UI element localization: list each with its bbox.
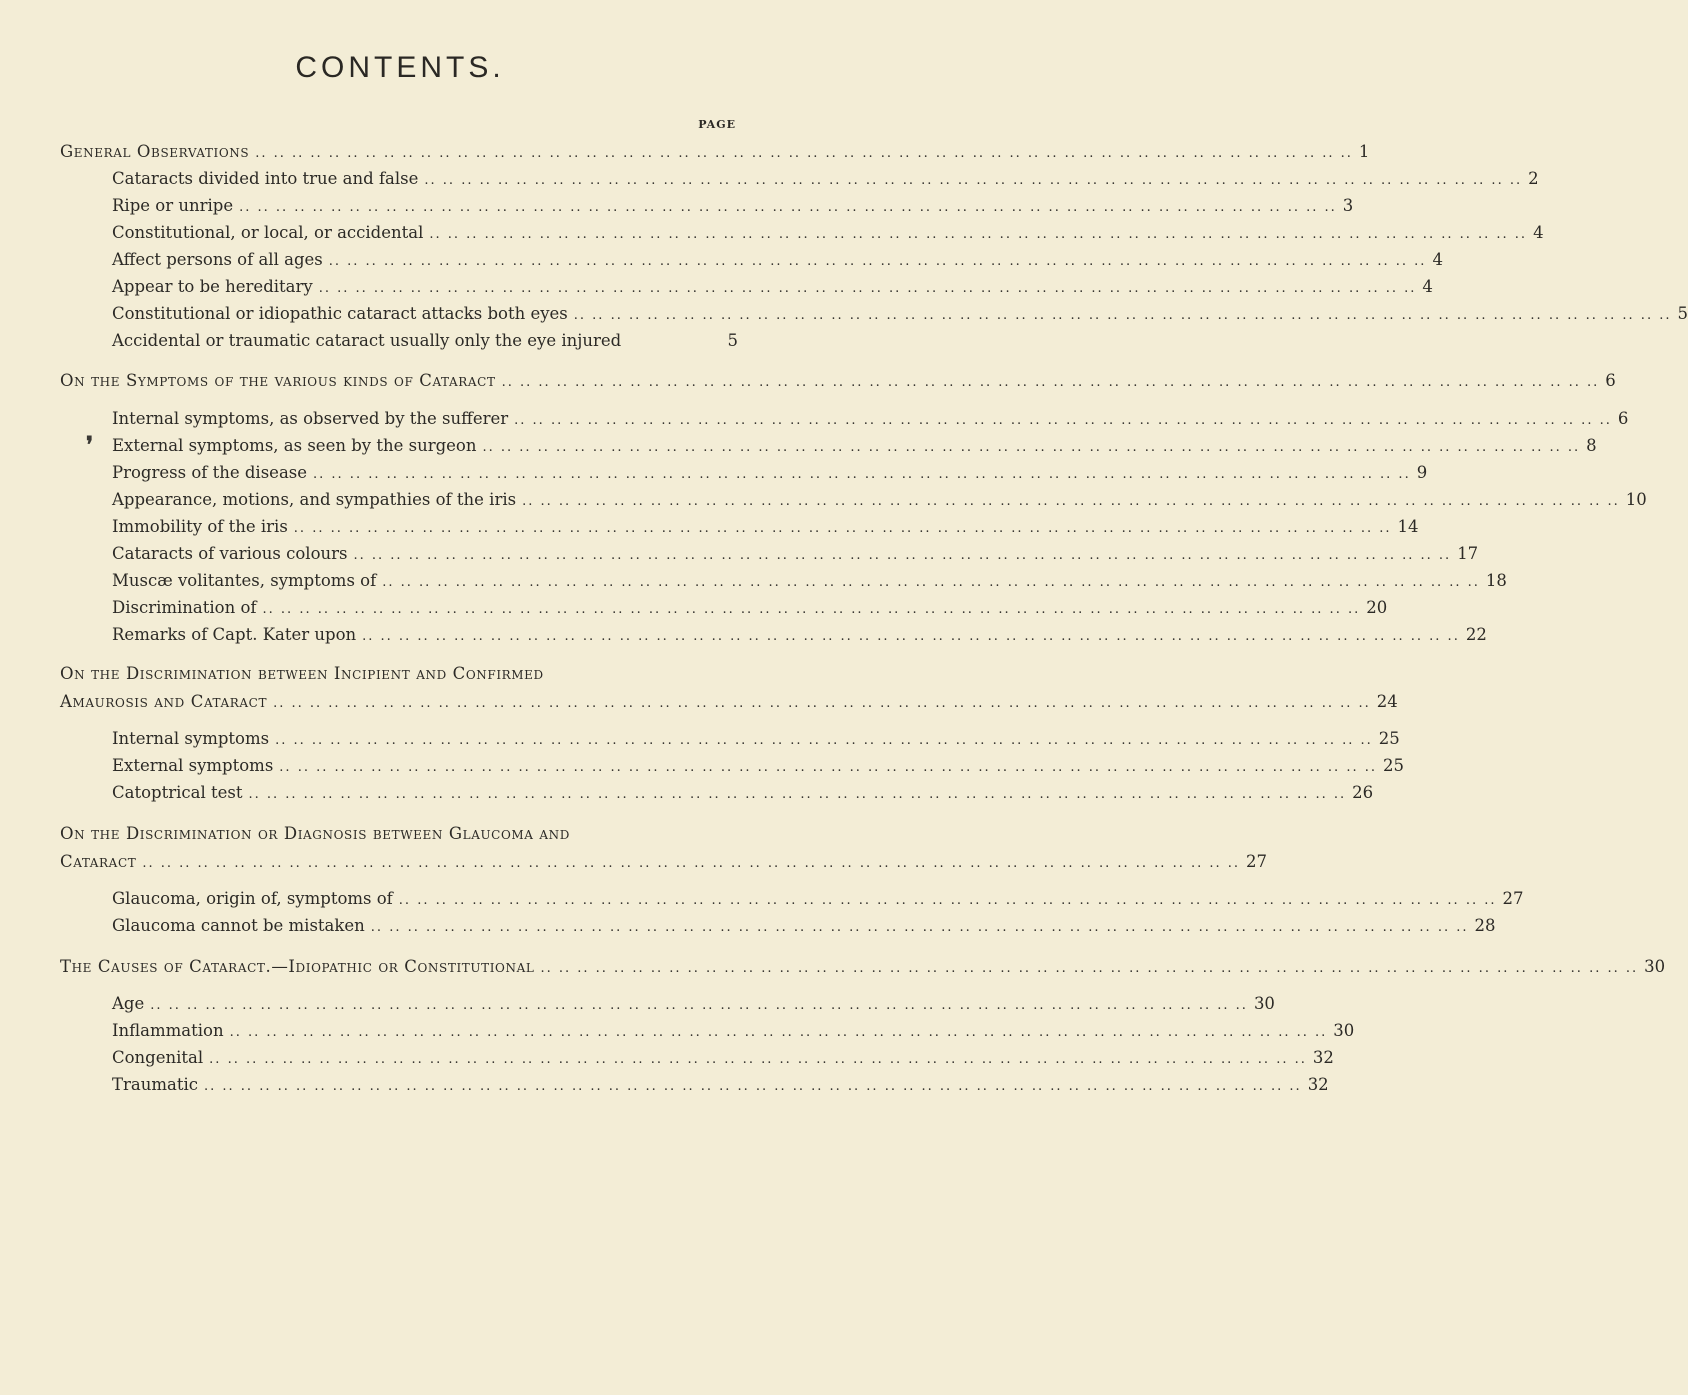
toc-entry	[112, 1048, 1334, 1072]
entry-text: Progress of the disease	[112, 463, 308, 482]
page-number: 27	[1502, 889, 1524, 908]
entry-text: Cataracts of various colours	[112, 544, 348, 563]
dot-leader: .. .. .. .. .. .. .. .. .. .. .. .. .. .. .. .. .. .. .. .. .. .. .. .. .. .. .. .. .. .. .. .. .. .. .. .. .. .. .. .. .. .. .. .. .. .. .. .. .. .. .. .. .. .. .. .. .. .. .. ..	[429, 227, 1528, 242]
page-number: 1	[1358, 142, 1370, 161]
page-number: 6	[1617, 409, 1629, 428]
toc-entry	[112, 196, 1354, 220]
toc-entry	[112, 729, 1400, 753]
entry-text: The Causes of Cataract.—Idiopathic or Constitutional	[60, 957, 535, 976]
dot-leader: .. .. .. .. .. .. .. .. .. .. .. .. .. .. .. .. .. .. .. .. .. .. .. .. .. .. .. .. .. .. .. .. .. .. .. .. .. .. .. .. .. .. .. .. .. .. .. .. .. .. .. .. .. .. .. .. .. .. .. ..	[353, 548, 1452, 563]
toc-entry	[112, 277, 1433, 301]
entry-text: Muscæ volitantes, symptoms of	[112, 571, 377, 590]
entry-text: Ripe or unripe	[112, 196, 234, 215]
toc-entry	[112, 304, 1688, 328]
entry-text: Inflammation	[112, 1021, 224, 1040]
page-number: 3	[1342, 196, 1354, 215]
page-number: 14	[1397, 517, 1419, 536]
page-number: 4	[1533, 223, 1544, 242]
entry-text: On the Discrimination or Diagnosis between Glaucoma and	[60, 824, 570, 843]
page-number: 32	[1307, 1075, 1329, 1094]
toc-entry	[112, 463, 1428, 487]
entry-text: Cataracts divided into true and false	[112, 169, 419, 188]
page-number: 20	[1366, 598, 1388, 617]
dot-leader: .. .. .. .. .. .. .. .. .. .. .. .. .. .. .. .. .. .. .. .. .. .. .. .. .. .. .. .. .. .. .. .. .. .. .. .. .. .. .. .. .. .. .. .. .. .. .. .. .. .. .. .. .. .. .. .. .. .. .. ..	[362, 629, 1460, 644]
entry-text: Internal symptoms	[112, 729, 270, 748]
toc-entry	[112, 916, 1496, 940]
toc-entry	[112, 625, 1487, 649]
toc-entry	[112, 517, 1419, 541]
page-number: 22	[1465, 625, 1487, 644]
toc-entry	[112, 994, 1275, 1018]
dot-leader: .. .. .. .. .. .. .. .. .. .. .. .. .. .. .. .. .. .. .. .. .. .. .. .. .. .. .. .. .. .. .. .. .. .. .. .. .. .. .. .. .. .. .. .. .. .. .. .. .. .. .. .. .. .. .. .. .. .. .. ..	[482, 440, 1581, 455]
toc-entry	[112, 598, 1388, 622]
section-heading	[60, 957, 1666, 981]
page-number: 5	[1677, 304, 1688, 323]
page-number: 6	[1605, 371, 1616, 390]
page-number: 26	[1352, 783, 1374, 802]
entry-text: Affect persons of all ages	[112, 250, 323, 269]
dot-leader: .. .. .. .. .. .. .. .. .. .. .. .. .. .. .. .. .. .. .. .. .. .. .. .. .. .. .. .. .. .. .. .. .. .. .. .. .. .. .. .. .. .. .. .. .. .. .. .. .. .. .. .. .. .. .. .. .. .. .. ..	[248, 787, 1347, 802]
ink-mark: ❜	[86, 432, 94, 458]
section-heading	[60, 142, 1370, 166]
entry-text: External symptoms, as seen by the surgeon	[112, 436, 477, 455]
dot-leader: .. .. .. .. .. .. .. .. .. .. .. .. .. .. .. .. .. .. .. .. .. .. .. .. .. .. .. .. .. .. .. .. .. .. .. .. .. .. .. .. .. .. .. .. .. .. .. .. .. .. .. .. .. .. .. .. .. .. .. ..	[313, 467, 1411, 482]
page-number: 25	[1378, 729, 1400, 748]
dot-leader: .. .. .. .. .. .. .. .. .. .. .. .. .. .. .. .. .. .. .. .. .. .. .. .. .. .. .. .. .. .. .. .. .. .. .. .. .. .. .. .. .. .. .. .. .. .. .. .. .. .. .. .. .. .. .. .. .. .. .. ..	[501, 375, 1600, 390]
entry-text: Remarks of Capt. Kater upon	[112, 625, 357, 644]
dot-leader: .. .. .. .. .. .. .. .. .. .. .. .. .. .. .. .. .. .. .. .. .. .. .. .. .. .. .. .. .. .. .. .. .. .. .. .. .. .. .. .. .. .. .. .. .. .. .. .. .. .. .. .. .. .. .. .. .. .. .. ..	[239, 200, 1337, 215]
toc-entry	[112, 544, 1479, 568]
page-number: 17	[1457, 544, 1479, 563]
entry-text: On the Symptoms of the various kinds of Cataract	[60, 371, 496, 390]
dot-leader: .. .. .. .. .. .. .. .. .. .. .. .. .. .. .. .. .. .. .. .. .. .. .. .. .. .. .. .. .. .. .. .. .. .. .. .. .. .. .. .. .. .. .. .. .. .. .. .. .. .. .. .. .. .. .. .. .. .. .. ..	[209, 1052, 1307, 1067]
dot-leader: .. .. .. .. .. .. .. .. .. .. .. .. .. .. .. .. .. .. .. .. .. .. .. .. .. .. .. .. .. .. .. .. .. .. .. .. .. .. .. .. .. .. .. .. .. .. .. .. .. .. .. .. .. .. .. .. .. .. .. ..	[318, 281, 1417, 296]
section-heading-line2	[60, 852, 1268, 876]
entry-text: Discrimination of	[112, 598, 257, 617]
entry-text: On the Discrimination between Incipient and Confirmed	[60, 664, 544, 683]
dot-leader: .. .. .. .. .. .. .. .. .. .. .. .. .. .. .. .. .. .. .. .. .. .. .. .. .. .. .. .. .. .. .. .. .. .. .. .. .. .. .. .. .. .. .. .. .. .. .. .. .. .. .. .. .. .. .. .. .. .. .. ..	[273, 696, 1371, 711]
entry-text: Appear to be hereditary	[112, 277, 313, 296]
entry-text: Glaucoma, origin of, symptoms of	[112, 889, 393, 908]
dot-leader: .. .. .. .. .. .. .. .. .. .. .. .. .. .. .. .. .. .. .. .. .. .. .. .. .. .. .. .. .. .. .. .. .. .. .. .. .. .. .. .. .. .. .. .. .. .. .. .. .. .. .. .. .. .. .. .. .. .. .. ..	[204, 1079, 1302, 1094]
dot-leader: .. .. .. .. .. .. .. .. .. .. .. .. .. .. .. .. .. .. .. .. .. .. .. .. .. .. .. .. .. .. .. .. .. .. .. .. .. .. .. .. .. .. .. .. .. .. .. .. .. .. .. .. .. .. .. .. .. .. .. ..	[279, 760, 1377, 775]
dot-leader: .. .. .. .. .. .. .. .. .. .. .. .. .. .. .. .. .. .. .. .. .. .. .. .. .. .. .. .. .. .. .. .. .. .. .. .. .. .. .. .. .. .. .. .. .. .. .. .. .. .. .. .. .. .. .. .. .. .. .. ..	[328, 254, 1427, 269]
entry-text: Immobility of the iris	[112, 517, 288, 536]
entry-text: Traumatic	[112, 1075, 198, 1094]
toc-entry	[112, 1021, 1355, 1045]
page-number: 27	[1246, 852, 1268, 871]
entry-text: External symptoms	[112, 756, 274, 775]
toc-entry	[112, 250, 1443, 274]
toc-entry	[112, 169, 1539, 193]
page-number: 30	[1644, 957, 1666, 976]
toc-entry	[112, 1075, 1329, 1099]
dot-leader: .. .. .. .. .. .. .. .. .. .. .. .. .. .. .. .. .. .. .. .. .. .. .. .. .. .. .. .. .. .. .. .. .. .. .. .. .. .. .. .. .. .. .. .. .. .. .. .. .. .. .. .. .. .. .. .. .. .. .. ..	[382, 575, 1480, 590]
dot-leader: .. .. .. .. .. .. .. .. .. .. .. .. .. .. .. .. .. .. .. .. .. .. .. .. .. .. .. .. .. .. .. .. .. .. .. .. .. .. .. .. .. .. .. .. .. .. .. .. .. .. .. .. .. .. .. .. .. .. .. ..	[229, 1025, 1328, 1040]
entry-text: Congenital	[112, 1048, 204, 1067]
section-heading	[60, 371, 1616, 395]
toc-entry	[112, 889, 1524, 913]
toc-entry	[112, 490, 1647, 514]
section-heading-line2	[60, 692, 1398, 716]
toc-entry	[112, 436, 1597, 460]
entry-text: Glaucoma cannot be mistaken	[112, 916, 365, 935]
page-number: 30	[1333, 1021, 1355, 1040]
page-number: 10	[1625, 490, 1647, 509]
page-column-label: PAGE	[698, 118, 736, 131]
dot-leader: .. .. .. .. .. .. .. .. .. .. .. .. .. .. .. .. .. .. .. .. .. .. .. .. .. .. .. .. .. .. .. .. .. .. .. .. .. .. .. .. .. .. .. .. .. .. .. .. .. .. .. .. .. .. .. .. .. .. .. ..	[262, 602, 1361, 617]
dot-leader: .. .. .. .. .. .. .. .. .. .. .. .. .. .. .. .. .. .. .. .. .. .. .. .. .. .. .. .. .. .. .. .. .. .. .. .. .. .. .. .. .. .. .. .. .. .. .. .. .. .. .. .. .. .. .. .. .. .. .. ..	[150, 998, 1248, 1013]
page-number: 4	[1422, 277, 1433, 296]
entry-text: Accidental or traumatic cataract usually only the eye injured	[112, 331, 622, 350]
entry-text: Appearance, motions, and sympathies of the iris	[112, 490, 517, 509]
entry-text: Internal symptoms, as observed by the sufferer	[112, 409, 509, 428]
dot-leader: .. .. .. .. .. .. .. .. .. .. .. .. .. .. .. .. .. .. .. .. .. .. .. .. .. .. .. .. .. .. .. .. .. .. .. .. .. .. .. .. .. .. .. .. .. .. .. .. .. .. .. .. .. .. .. .. .. .. .. ..	[142, 856, 1241, 871]
page-number: 2	[1528, 169, 1539, 188]
toc-entry	[112, 756, 1404, 780]
page-number: 32	[1312, 1048, 1334, 1067]
entry-text: Constitutional, or local, or accidental	[112, 223, 424, 242]
dot-leader: .. .. .. .. .. .. .. .. .. .. .. .. .. .. .. .. .. .. .. .. .. .. .. .. .. .. .. .. .. .. .. .. .. .. .. .. .. .. .. .. .. .. .. .. .. .. .. .. .. .. .. .. .. .. .. .. .. .. .. ..	[540, 961, 1639, 976]
page-number: 24	[1376, 692, 1398, 711]
dot-leader: .. .. .. .. .. .. .. .. .. .. .. .. .. .. .. .. .. .. .. .. .. .. .. .. .. .. .. .. .. .. .. .. .. .. .. .. .. .. .. .. .. .. .. .. .. .. .. .. .. .. .. .. .. .. .. .. .. .. .. ..	[255, 146, 1353, 161]
page-number: 9	[1416, 463, 1428, 482]
toc-entry	[112, 409, 1629, 433]
toc-entry	[112, 223, 1544, 247]
dot-leader: .. .. .. .. .. .. .. .. .. .. .. .. .. .. .. .. .. .. .. .. .. .. .. .. .. .. .. .. .. .. .. .. .. .. .. .. .. .. .. .. .. .. .. .. .. .. .. .. .. .. .. .. .. .. .. .. .. .. .. ..	[424, 173, 1523, 188]
section-heading-line1	[60, 664, 738, 688]
page-number: 5	[727, 331, 738, 350]
page-title: CONTENTS.	[295, 51, 505, 84]
page-number: 30	[1253, 994, 1275, 1013]
dot-leader: .. .. .. .. .. .. .. .. .. .. .. .. .. .. .. .. .. .. .. .. .. .. .. .. .. .. .. .. .. .. .. .. .. .. .. .. .. .. .. .. .. .. .. .. .. .. .. .. .. .. .. .. .. .. .. .. .. .. .. ..	[370, 920, 1469, 935]
entry-text: Age	[112, 994, 145, 1013]
page-number: 25	[1382, 756, 1404, 775]
section-heading-line1	[60, 824, 738, 848]
page-number: 4	[1432, 250, 1443, 269]
dot-leader: .. .. .. .. .. .. .. .. .. .. .. .. .. .. .. .. .. .. .. .. .. .. .. .. .. .. .. .. .. .. .. .. .. .. .. .. .. .. .. .. .. .. .. .. .. .. .. .. .. .. .. .. .. .. .. .. .. .. .. ..	[522, 494, 1620, 509]
toc-entry	[112, 571, 1507, 595]
dot-leader: .. .. .. .. .. .. .. .. .. .. .. .. .. .. .. .. .. .. .. .. .. .. .. .. .. .. .. .. .. .. .. .. .. .. .. .. .. .. .. .. .. .. .. .. .. .. .. .. .. .. .. .. .. .. .. .. .. .. .. ..	[514, 413, 1612, 428]
page-number: 18	[1485, 571, 1507, 590]
page-number: 28	[1474, 916, 1496, 935]
entry-text: General Observations	[60, 142, 250, 161]
toc-entry	[112, 331, 738, 355]
entry-text: Constitutional or idiopathic cataract attacks both eyes	[112, 304, 568, 323]
page-number: 8	[1586, 436, 1597, 455]
entry-text: Amaurosis and Cataract	[60, 692, 268, 711]
dot-leader: .. .. .. .. .. .. .. .. .. .. .. .. .. .. .. .. .. .. .. .. .. .. .. .. .. .. .. .. .. .. .. .. .. .. .. .. .. .. .. .. .. .. .. .. .. .. .. .. .. .. .. .. .. .. .. .. .. .. .. ..	[398, 893, 1497, 908]
toc-entry	[112, 783, 1374, 807]
dot-leader: .. .. .. .. .. .. .. .. .. .. .. .. .. .. .. .. .. .. .. .. .. .. .. .. .. .. .. .. .. .. .. .. .. .. .. .. .. .. .. .. .. .. .. .. .. .. .. .. .. .. .. .. .. .. .. .. .. .. .. ..	[573, 308, 1672, 323]
entry-text: Catoptrical test	[112, 783, 243, 802]
entry-text: Cataract	[60, 852, 137, 871]
dot-leader: .. .. .. .. .. .. .. .. .. .. .. .. .. .. .. .. .. .. .. .. .. .. .. .. .. .. .. .. .. .. .. .. .. .. .. .. .. .. .. .. .. .. .. .. .. .. .. .. .. .. .. .. .. .. .. .. .. .. .. ..	[293, 521, 1392, 536]
dot-leader: .. .. .. .. .. .. .. .. .. .. .. .. .. .. .. .. .. .. .. .. .. .. .. .. .. .. .. .. .. .. .. .. .. .. .. .. .. .. .. .. .. .. .. .. .. .. .. .. .. .. .. .. .. .. .. .. .. .. .. ..	[275, 733, 1373, 748]
